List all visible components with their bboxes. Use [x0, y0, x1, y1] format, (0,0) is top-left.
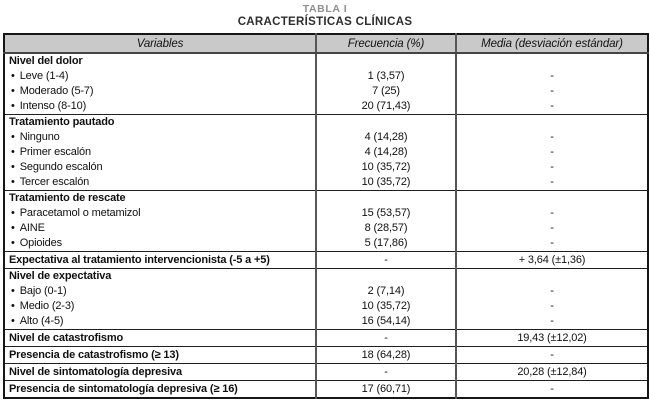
frequency-cell: 17 (60,71): [316, 381, 456, 399]
frequency-cell: 8 (28,57): [316, 221, 456, 236]
table-row: [4, 206, 648, 221]
table-header: [4, 34, 648, 53]
table-row: [4, 381, 648, 399]
frequency-cell: [316, 191, 456, 207]
media-cell: 20,28 (±12,84): [456, 364, 648, 381]
table-row: [4, 99, 648, 115]
header-row: [4, 34, 648, 53]
column-header-variables: Variables: [4, 34, 316, 53]
clinical-characteristics-table: [3, 33, 649, 399]
media-cell: [456, 191, 648, 207]
frequency-cell: [316, 115, 456, 131]
variable-cell: [4, 299, 316, 314]
table-row: [4, 314, 648, 330]
table-row: [4, 330, 648, 347]
variable-label: Intenso (8-10): [19, 100, 87, 112]
variable-label: Expectativa al tratamiento intervencionista (-5 a +5): [9, 254, 270, 266]
variable-cell: [4, 99, 316, 115]
frequency-cell: 4 (14,28): [316, 145, 456, 160]
variable-cell: [4, 314, 316, 330]
frequency-cell: 20 (71,43): [316, 99, 456, 115]
table-row: [4, 115, 648, 131]
frequency-cell: 15 (53,57): [316, 206, 456, 221]
media-cell: [456, 269, 648, 285]
bullet-icon: •: [11, 315, 15, 327]
variable-cell: [4, 284, 316, 299]
bullet-icon: •: [11, 300, 15, 312]
variable-label: Bajo (0-1): [19, 285, 67, 297]
variable-label: Presencia de catastrofismo (≥ 13): [9, 349, 179, 361]
bullet-icon: •: [11, 176, 15, 188]
table-row: [4, 53, 648, 69]
media-cell: -: [456, 99, 648, 115]
variable-label: Nivel de sintomatología depresiva: [9, 366, 182, 378]
variable-cell: [4, 269, 316, 285]
frequency-cell: -: [316, 252, 456, 269]
variable-cell: [4, 160, 316, 175]
bullet-icon: •: [11, 85, 15, 97]
variable-cell: [4, 175, 316, 191]
variable-label: Medio (2-3): [19, 300, 75, 312]
frequency-cell: 16 (54,14): [316, 314, 456, 330]
media-cell: -: [456, 160, 648, 175]
bullet-icon: •: [11, 285, 15, 297]
variable-label: Ninguno: [19, 131, 60, 143]
variable-cell: [4, 236, 316, 252]
bullet-icon: •: [11, 100, 15, 112]
variable-cell: [4, 252, 316, 269]
variable-cell: [4, 330, 316, 347]
variable-cell: [4, 145, 316, 160]
frequency-cell: -: [316, 364, 456, 381]
media-cell: -: [456, 69, 648, 84]
media-cell: -: [456, 284, 648, 299]
media-cell: -: [456, 145, 648, 160]
variable-label: Nivel del dolor: [9, 55, 83, 67]
variable-label: AINE: [19, 222, 45, 234]
variable-label: Tercer escalón: [19, 176, 90, 188]
variable-label: Paracetamol o metamizol: [19, 207, 141, 219]
table-row: [4, 252, 648, 269]
table-row: [4, 221, 648, 236]
frequency-cell: 18 (64,28): [316, 347, 456, 364]
media-cell: -: [456, 347, 648, 364]
variable-label: Primer escalón: [19, 146, 91, 158]
table-title: CARACTERÍSTICAS CLÍNICAS: [237, 16, 413, 28]
bullet-icon: •: [11, 237, 15, 249]
frequency-cell: [316, 53, 456, 69]
variable-label: Leve (1-4): [19, 70, 69, 82]
variable-cell: [4, 84, 316, 99]
media-cell: [456, 115, 648, 131]
variable-label: Tratamiento pautado: [9, 116, 115, 128]
table-row: [4, 84, 648, 99]
variable-label: Nivel de catastrofismo: [9, 332, 124, 344]
media-cell: -: [456, 206, 648, 221]
media-cell: -: [456, 381, 648, 399]
variable-cell: [4, 130, 316, 145]
table-caption: [0, 0, 650, 29]
table-row: [4, 175, 648, 191]
bullet-icon: •: [11, 146, 15, 158]
media-cell: [456, 53, 648, 69]
frequency-cell: 5 (17,86): [316, 236, 456, 252]
frequency-cell: 2 (7,14): [316, 284, 456, 299]
table-row: [4, 269, 648, 285]
frequency-cell: 10 (35,72): [316, 299, 456, 314]
bullet-icon: •: [11, 222, 15, 234]
frequency-cell: 1 (3,57): [316, 69, 456, 84]
frequency-cell: 10 (35,72): [316, 175, 456, 191]
variable-label: Nivel de expectativa: [9, 270, 112, 282]
table-row: [4, 299, 648, 314]
table-number: TABLA I: [302, 3, 348, 15]
table-row: [4, 145, 648, 160]
variable-cell: [4, 115, 316, 131]
media-cell: -: [456, 236, 648, 252]
variable-label: Alto (4-5): [19, 315, 64, 327]
frequency-cell: [316, 269, 456, 285]
variable-cell: [4, 206, 316, 221]
media-cell: -: [456, 84, 648, 99]
media-cell: -: [456, 221, 648, 236]
media-cell: -: [456, 130, 648, 145]
variable-cell: [4, 53, 316, 69]
bullet-icon: •: [11, 161, 15, 173]
frequency-cell: 7 (25): [316, 84, 456, 99]
media-cell: 19,43 (±12,02): [456, 330, 648, 347]
variable-label: Presencia de sintomatología depresiva (≥ 16): [9, 383, 238, 395]
table-row: [4, 69, 648, 84]
variable-cell: [4, 364, 316, 381]
table-body: [4, 53, 648, 398]
table-row: [4, 284, 648, 299]
table-row: [4, 191, 648, 207]
variable-cell: [4, 69, 316, 84]
frequency-cell: -: [316, 330, 456, 347]
variable-label: Segundo escalón: [19, 161, 103, 173]
column-header-frecuencia: Frecuencia (%): [316, 34, 456, 53]
table-row: [4, 364, 648, 381]
frequency-cell: 10 (35,72): [316, 160, 456, 175]
bullet-icon: •: [11, 207, 15, 219]
media-cell: -: [456, 314, 648, 330]
variable-label: Moderado (5-7): [19, 85, 94, 97]
table-row: [4, 130, 648, 145]
variable-label: Tratamiento de rescate: [9, 192, 126, 204]
bullet-icon: •: [11, 70, 15, 82]
table-row: [4, 347, 648, 364]
variable-cell: [4, 381, 316, 399]
table-row: [4, 236, 648, 252]
variable-cell: [4, 221, 316, 236]
variable-cell: [4, 347, 316, 364]
frequency-cell: 4 (14,28): [316, 130, 456, 145]
media-cell: + 3,64 (±1,36): [456, 252, 648, 269]
table-row: [4, 160, 648, 175]
variable-label: Opioides: [19, 237, 62, 249]
media-cell: -: [456, 175, 648, 191]
media-cell: -: [456, 299, 648, 314]
column-header-media: Media (desviación estándar): [456, 34, 648, 53]
variable-cell: [4, 191, 316, 207]
bullet-icon: •: [11, 131, 15, 143]
